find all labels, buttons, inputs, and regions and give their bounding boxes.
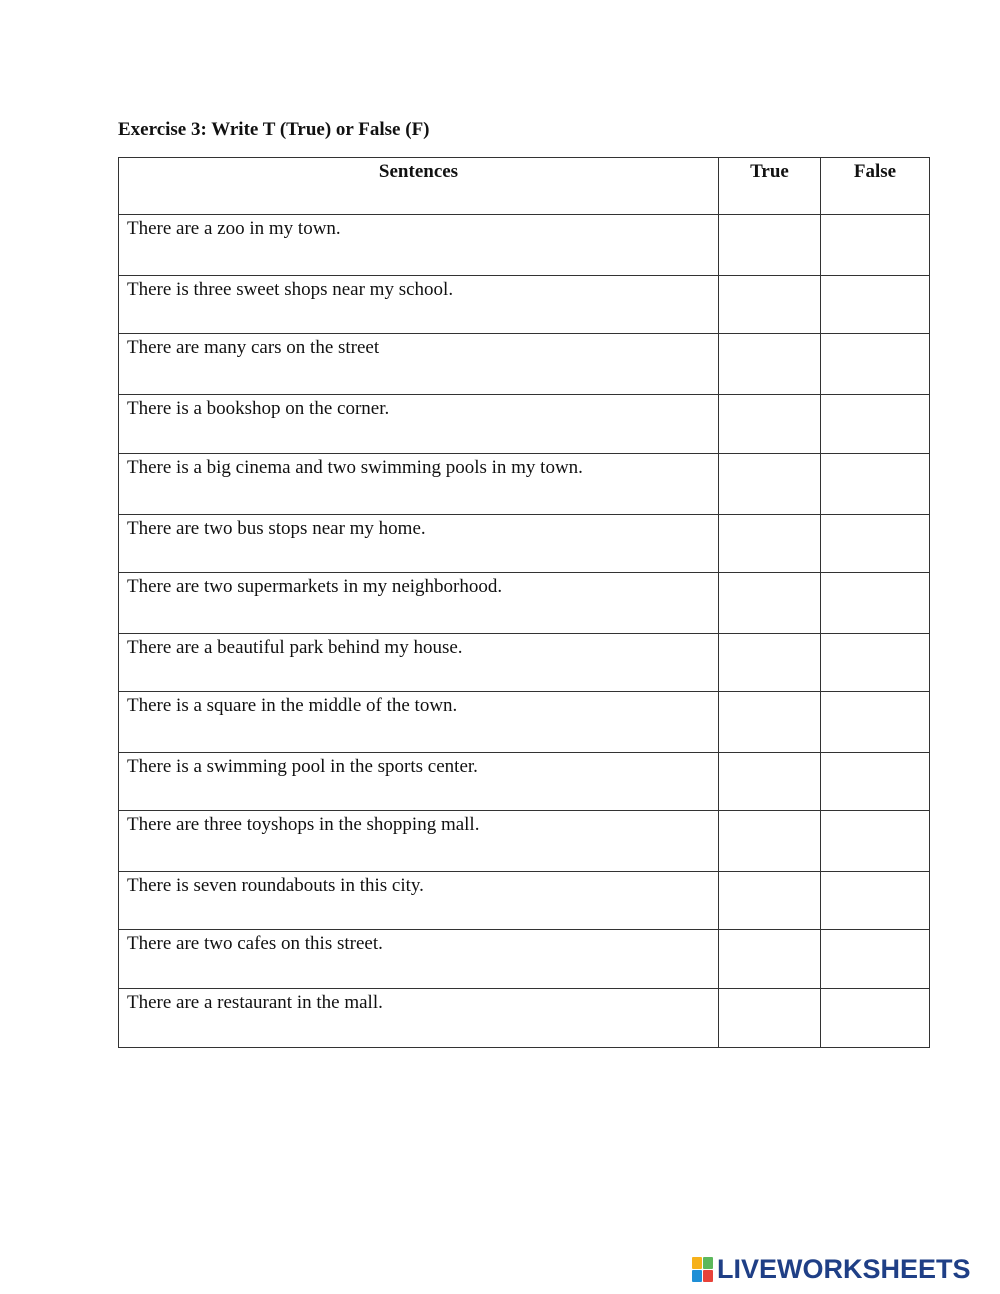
sentence-cell: There is a square in the middle of the town. (119, 692, 719, 753)
brand-name: LIVEWORKSHEETS (717, 1254, 971, 1284)
true-answer-cell[interactable] (719, 930, 821, 989)
header-false: False (821, 158, 930, 215)
mark-cell (692, 1270, 702, 1282)
table-header-row (119, 158, 930, 215)
false-answer-cell[interactable] (821, 573, 930, 634)
sentence-cell: There is three sweet shops near my school. (119, 276, 719, 334)
false-answer-cell[interactable] (821, 454, 930, 515)
table-row (119, 395, 930, 454)
true-answer-cell[interactable] (719, 692, 821, 753)
sentence-cell: There are two cafes on this street. (119, 930, 719, 989)
false-answer-cell[interactable] (821, 334, 930, 395)
sentence-cell: There are many cars on the street (119, 334, 719, 395)
sentence-cell: There is seven roundabouts in this city. (119, 872, 719, 930)
true-answer-cell[interactable] (719, 334, 821, 395)
true-answer-cell[interactable] (719, 872, 821, 930)
table-row (119, 334, 930, 395)
header-sentences: Sentences (119, 158, 719, 215)
mark-cell (703, 1270, 713, 1282)
liveworksheets-mark-icon (692, 1257, 713, 1282)
liveworksheets-logo (692, 1256, 971, 1282)
sentence-cell: There are a beautiful park behind my house. (119, 634, 719, 692)
table-row (119, 692, 930, 753)
table-row (119, 753, 930, 811)
false-answer-cell[interactable] (821, 930, 930, 989)
false-answer-cell[interactable] (821, 692, 930, 753)
table-row (119, 215, 930, 276)
true-answer-cell[interactable] (719, 811, 821, 872)
exercise-title: Exercise 3: Write T (True) or False (F) (118, 119, 430, 140)
table-row (119, 634, 930, 692)
true-answer-cell[interactable] (719, 215, 821, 276)
false-answer-cell[interactable] (821, 811, 930, 872)
table-row (119, 811, 930, 872)
sentence-cell: There are two bus stops near my home. (119, 515, 719, 573)
sentence-cell: There are a zoo in my town. (119, 215, 719, 276)
true-false-table (118, 157, 930, 1048)
false-answer-cell[interactable] (821, 872, 930, 930)
sentence-cell: There is a bookshop on the corner. (119, 395, 719, 454)
table-row (119, 930, 930, 989)
false-answer-cell[interactable] (821, 276, 930, 334)
sentence-cell: There is a big cinema and two swimming pools in my town. (119, 454, 719, 515)
false-answer-cell[interactable] (821, 215, 930, 276)
table-row (119, 276, 930, 334)
sentence-cell: There are three toyshops in the shopping mall. (119, 811, 719, 872)
false-answer-cell[interactable] (821, 989, 930, 1048)
sentence-cell: There are a restaurant in the mall. (119, 989, 719, 1048)
mark-cell (703, 1257, 713, 1269)
sentence-cell: There is a swimming pool in the sports center. (119, 753, 719, 811)
mark-cell (692, 1257, 702, 1269)
table-row (119, 872, 930, 930)
table-row (119, 573, 930, 634)
true-answer-cell[interactable] (719, 989, 821, 1048)
table-row (119, 454, 930, 515)
true-answer-cell[interactable] (719, 515, 821, 573)
true-answer-cell[interactable] (719, 276, 821, 334)
false-answer-cell[interactable] (821, 395, 930, 454)
false-answer-cell[interactable] (821, 753, 930, 811)
true-answer-cell[interactable] (719, 753, 821, 811)
true-answer-cell[interactable] (719, 395, 821, 454)
false-answer-cell[interactable] (821, 515, 930, 573)
header-true: True (719, 158, 821, 215)
sentence-cell: There are two supermarkets in my neighborhood. (119, 573, 719, 634)
table-row (119, 989, 930, 1048)
true-answer-cell[interactable] (719, 634, 821, 692)
false-answer-cell[interactable] (821, 634, 930, 692)
true-answer-cell[interactable] (719, 573, 821, 634)
true-answer-cell[interactable] (719, 454, 821, 515)
table-row (119, 515, 930, 573)
